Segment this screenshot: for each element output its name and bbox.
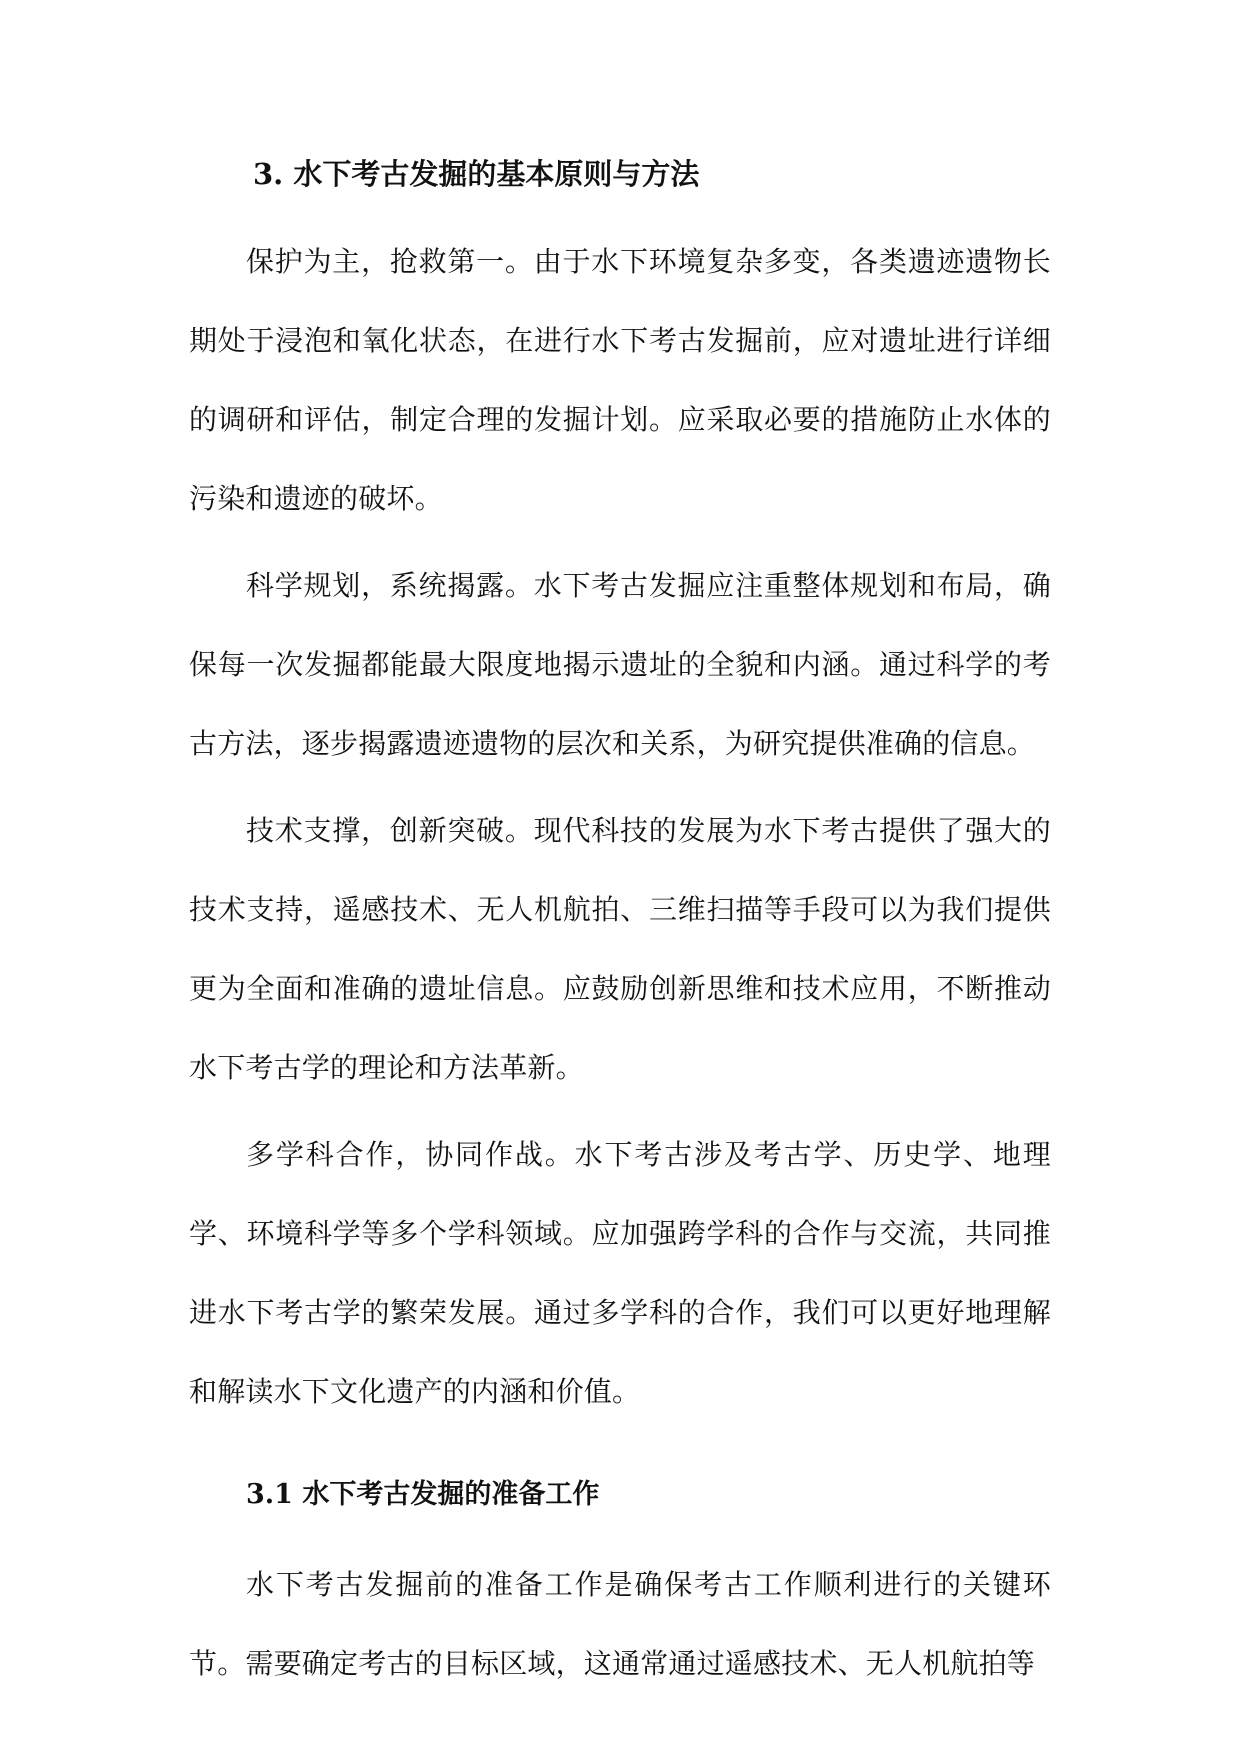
subsection-title: 3.1 水下考古发掘的准备工作: [246, 1479, 600, 1510]
paragraph-technical-support: 技术支撑，创新突破。现代科技的发展为水下考古提供了强大的技术支持，遥感技术、无人机航拍、三维扫描等手段可以为我们提供更为全面和准确的遗址信息。应鼓励创新思维和技术应用，不断推动水下考古学的理论和方法革新。: [189, 814, 1051, 1084]
paragraph-multidisciplinary: 多学科合作，协同作战。水下考古涉及考古学、历史学、地理学、环境科学等多个学科领域。应加强跨学科的合作与交流，共同推进水下考古学的繁荣发展。通过多学科的合作，我们可以更好地理解和解读水下文化遗产的内涵和价值。: [189, 1138, 1051, 1408]
paragraph-preparation: 水下考古发掘前的准备工作是确保考古工作顺利进行的关键环节。需要确定考古的目标区域，这通常通过遥感技术、无人机航拍等: [189, 1568, 1051, 1680]
section-title: 3. 水下考古发掘的基本原则与方法: [253, 157, 700, 191]
paragraph-scientific-planning: 科学规划，系统揭露。水下考古发掘应注重整体规划和布局，确保每一次发掘都能最大限度地揭示遗址的全貌和内涵。通过科学的考古方法，逐步揭露遗迹遗物的层次和关系，为研究提供准确的信息。: [189, 569, 1051, 760]
paragraph-protection-first: 保护为主，抢救第一。由于水下环境复杂多变，各类遗迹遗物长期处于浸泡和氧化状态，在进行水下考古发掘前，应对遗址进行详细的调研和评估，制定合理的发掘计划。应采取必要的措施防止水体的污染和遗迹的破坏。: [189, 245, 1051, 515]
document-body: [189, 148, 1051, 1711]
